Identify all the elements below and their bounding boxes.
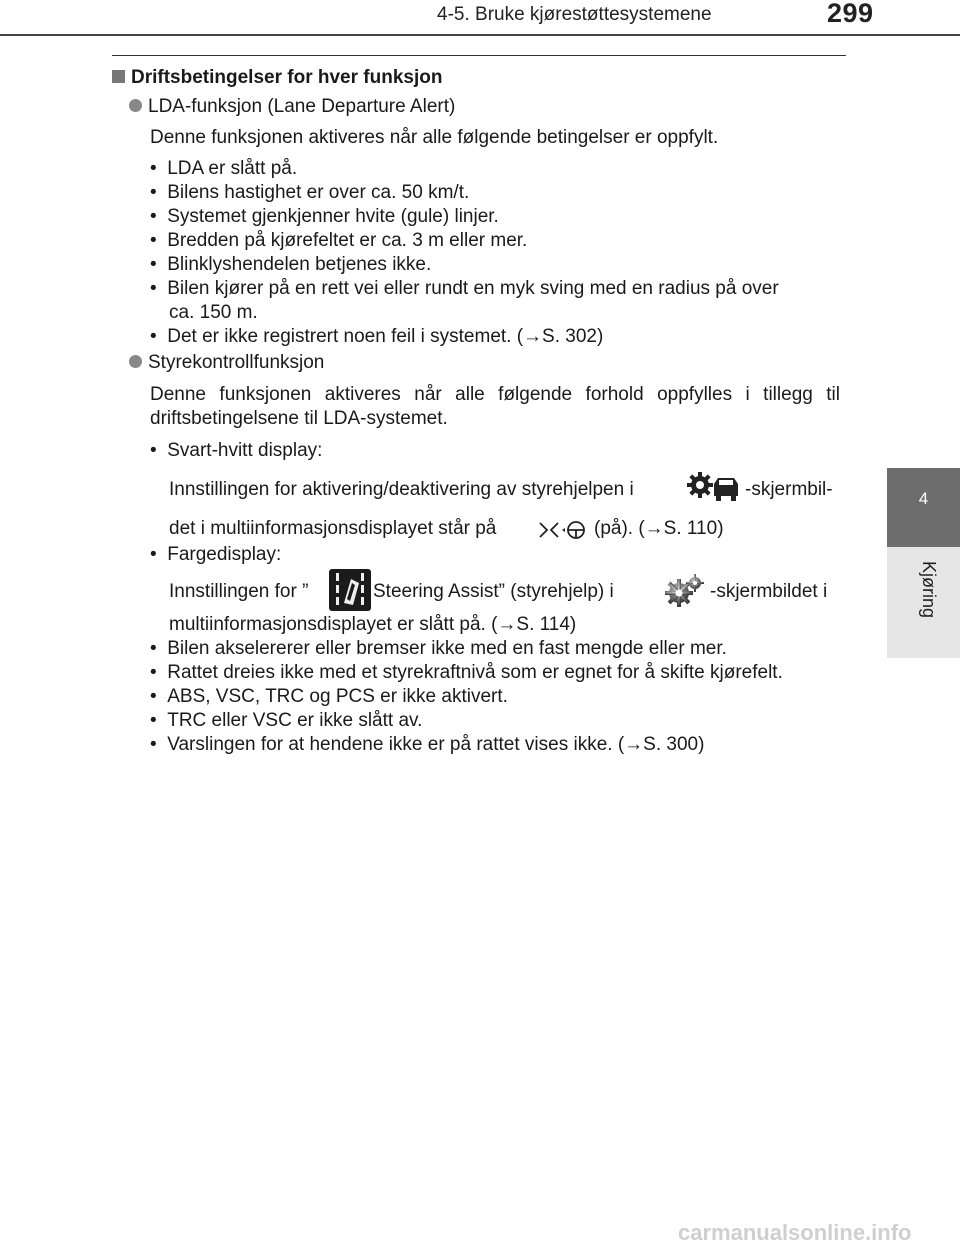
bw-setting-text-d: (på). (→S. 110) xyxy=(594,518,724,539)
chapter-title: 4-5. Bruke kjørestøttesystemene xyxy=(437,4,712,25)
list-item: • Rattet dreies ikke med et styrekraftnivå som er egnet for å skifte kjørefelt. xyxy=(150,662,783,683)
circle-bullet-icon xyxy=(129,355,142,368)
color-setting-text-b: Steering Assist” (styrehjelp) i xyxy=(373,581,614,602)
bw-setting-text-b: -skjermbil- xyxy=(745,479,833,500)
list-item: • Bilen akselererer eller bremser ikke med en fast mengde eller mer. xyxy=(150,638,727,659)
chapter-tab-label-strip xyxy=(887,547,960,658)
list-item: • TRC eller VSC er ikke slått av. xyxy=(150,710,423,731)
lda-title: LDA-funksjon (Lane Departure Alert) xyxy=(129,95,455,119)
color-setting-text-c: -skjermbildet i xyxy=(710,581,828,602)
list-item: • Blinklyshendelen betjenes ikke. xyxy=(150,254,432,275)
steering-title: Styrekontrollfunksjon xyxy=(129,351,324,375)
list-item: • Systemet gjenkjenner hvite (gule) linjer. xyxy=(150,206,499,227)
page-number: 299 xyxy=(827,0,874,28)
color-setting-text-a: Innstillingen for ” xyxy=(169,581,309,602)
list-item: • Fargedisplay: xyxy=(150,544,282,565)
settings-vehicle-icon xyxy=(686,470,742,504)
section-heading: Driftsbetingelser for hver funksjon xyxy=(112,66,442,90)
circle-bullet-icon xyxy=(129,99,142,112)
steering-intro-line2: driftsbetingelsene til LDA-systemet. xyxy=(150,408,448,429)
chapter-tab-label: Kjøring xyxy=(919,561,939,619)
list-item: • Varslingen for at hendene ikke er på rattet vises ikke. (→S. 300) xyxy=(150,734,705,755)
list-item: • Det er ikke registrert noen feil i systemet. (→S. 302) xyxy=(150,326,604,347)
lda-intro: Denne funksjonen aktiveres når alle følgende betingelser er oppfylt. xyxy=(150,127,719,148)
steering-assist-lane-icon xyxy=(329,569,371,611)
list-item: • Bilen kjører på en rett vei eller rundt en myk sving med en radius på over xyxy=(150,278,779,299)
square-bullet-icon xyxy=(112,70,125,83)
bw-setting-text-c: det i multiinformasjonsdisplayet står på xyxy=(169,518,497,539)
content-rule xyxy=(112,55,846,56)
header-rule xyxy=(0,34,960,36)
chapter-tab[interactable] xyxy=(887,468,960,547)
settings-gears-icon xyxy=(664,573,704,609)
steering-assist-on-icon xyxy=(538,519,588,541)
page-header xyxy=(0,0,960,38)
list-item: • Bredden på kjørefeltet er ca. 3 m eller mer. xyxy=(150,230,528,251)
bw-setting-text-a: Innstillingen for aktivering/deaktivering av styrehjelpen i xyxy=(169,479,634,500)
chapter-tab-number: 4 xyxy=(918,489,929,508)
color-setting-text-d: multiinformasjonsdisplayet er slått på. (→S. 114) xyxy=(169,614,577,635)
watermark: carmanualsonline.info xyxy=(678,1220,912,1245)
steering-intro-line1: Denne funksjonen aktiveres når alle følgende forhold oppfylles i tillegg til xyxy=(150,384,840,405)
list-item-continuation: ca. 150 m. xyxy=(169,302,258,323)
list-item: • Svart-hvitt display: xyxy=(150,440,323,461)
list-item: • LDA er slått på. xyxy=(150,158,298,179)
list-item: • Bilens hastighet er over ca. 50 km/t. xyxy=(150,182,470,203)
list-item: • ABS, VSC, TRC og PCS er ikke aktivert. xyxy=(150,686,508,707)
